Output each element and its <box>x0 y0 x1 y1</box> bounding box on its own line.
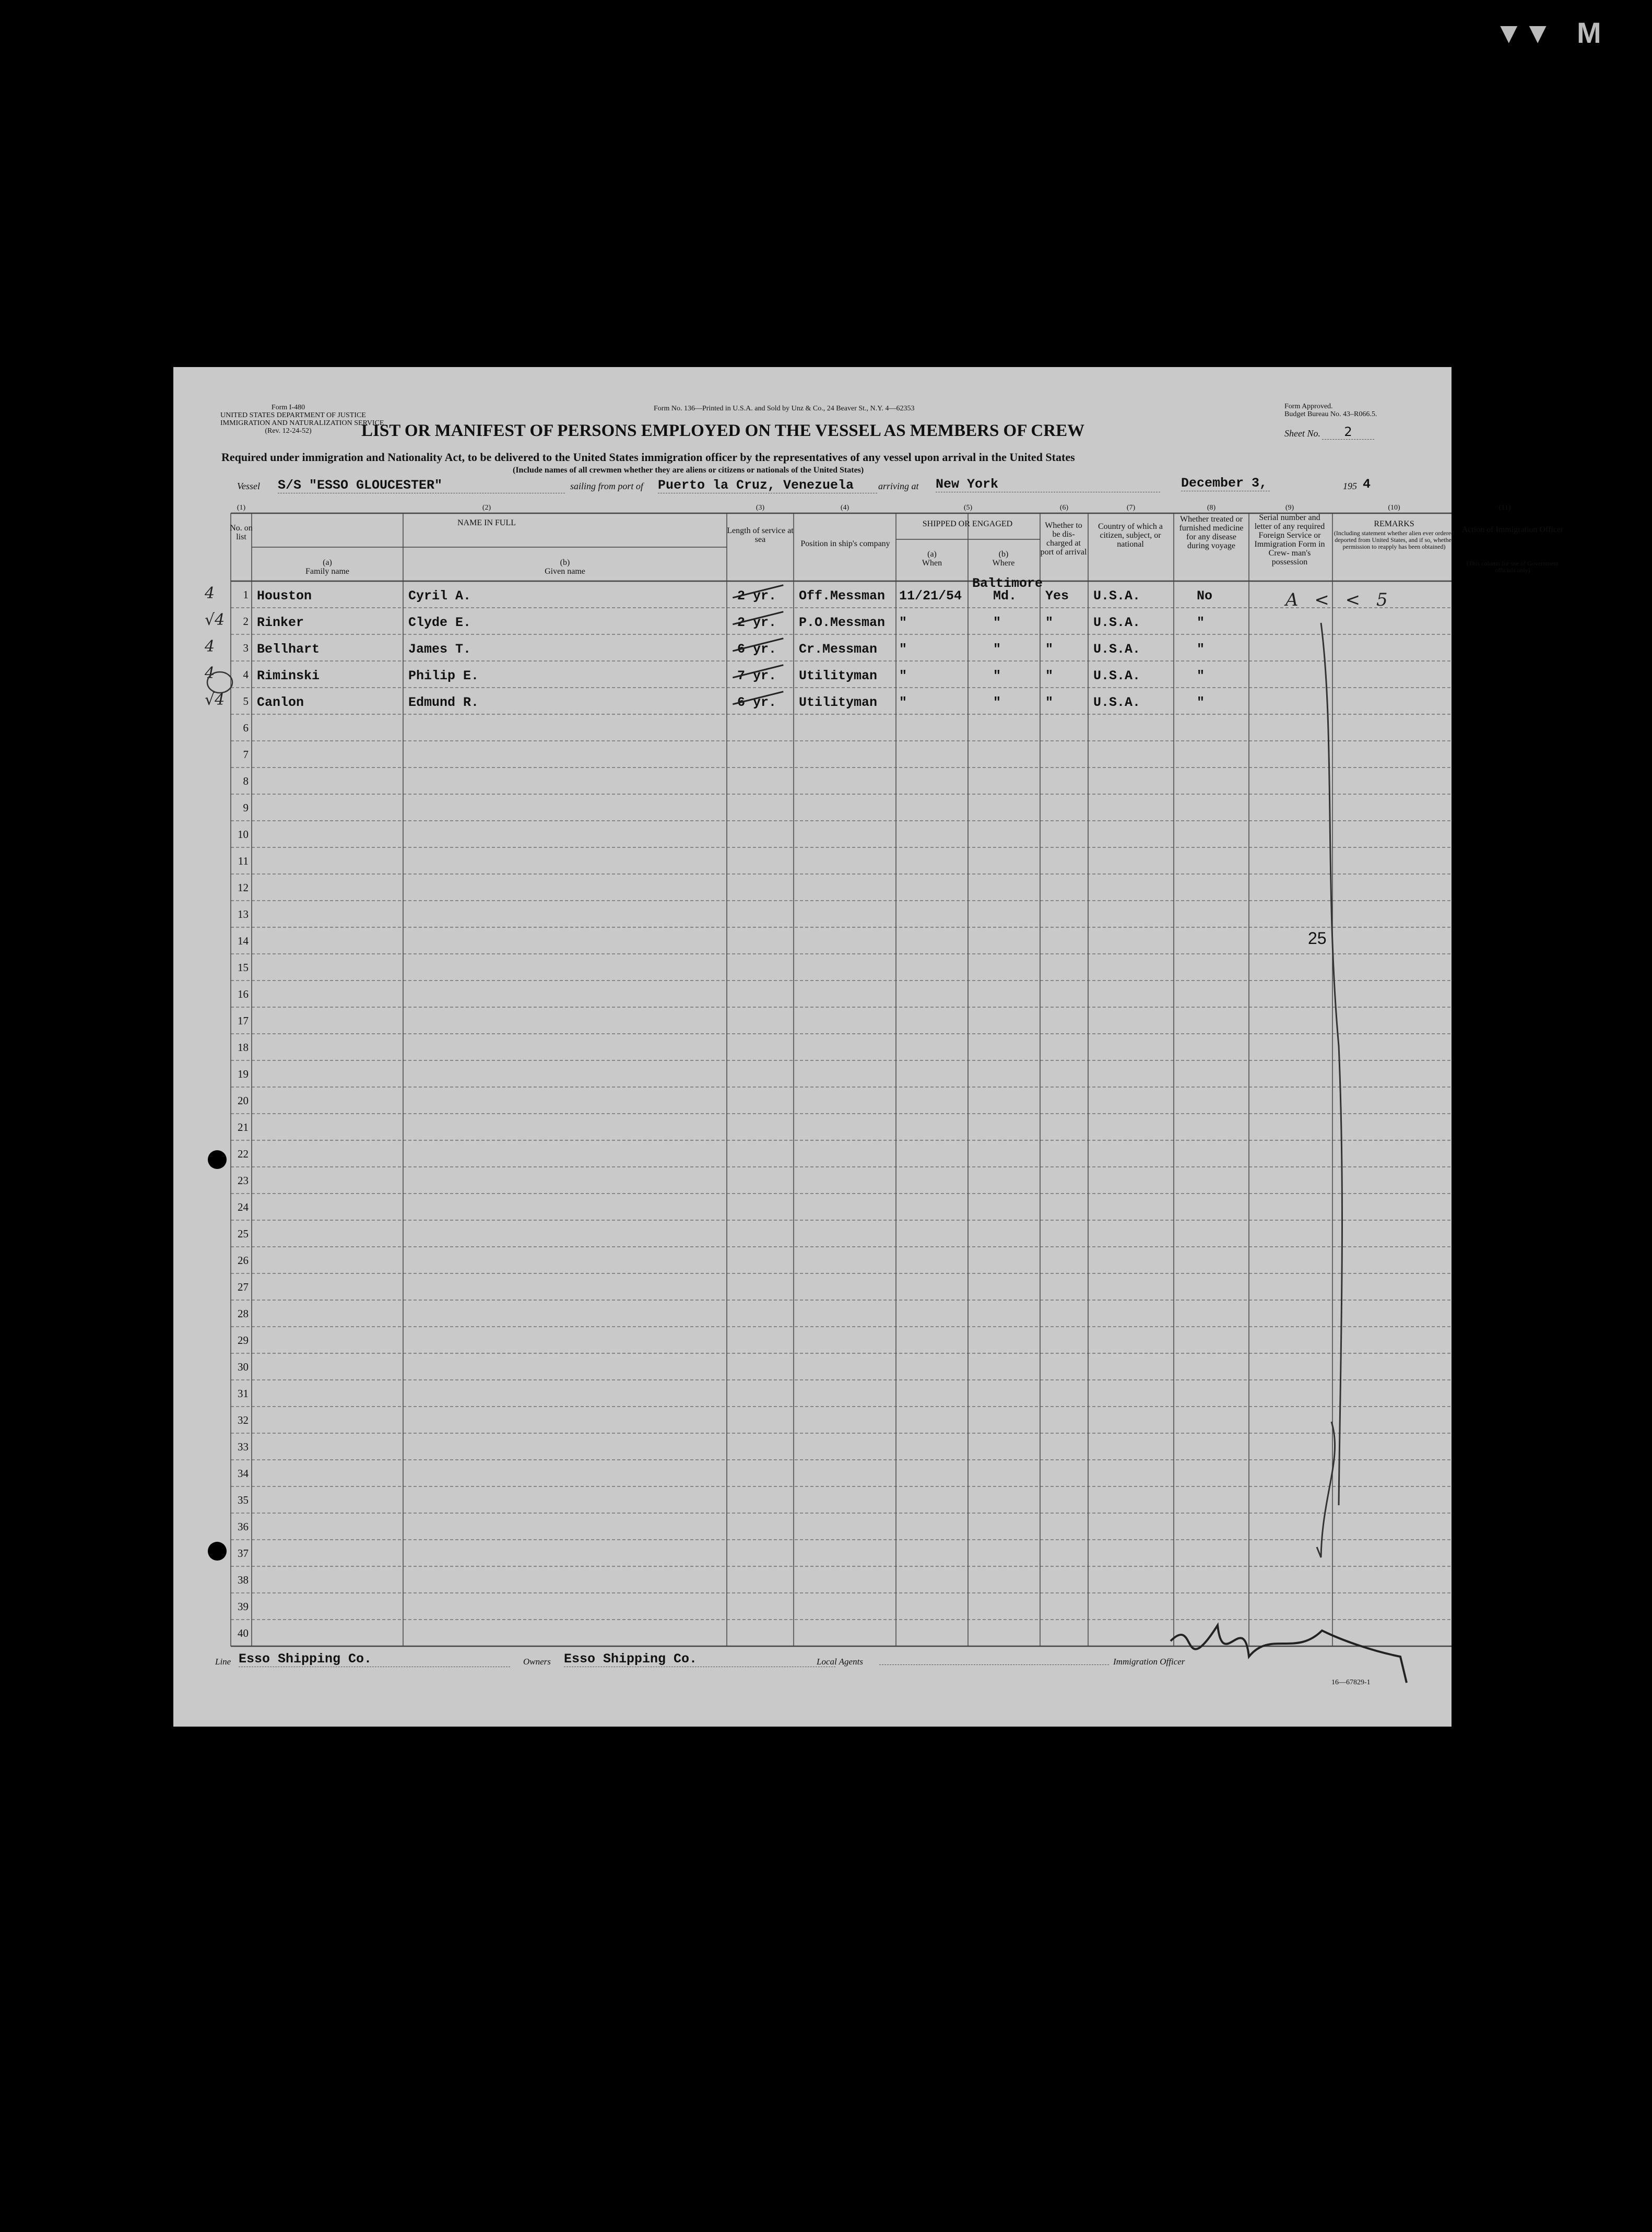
row-number: 6 <box>243 722 249 734</box>
footer-line-value: Esso Shipping Co. <box>239 1651 510 1667</box>
crew-length-of-service: 6 yr. <box>737 642 777 657</box>
header-remarks: REMARKS <box>1374 519 1414 528</box>
row-number: 35 <box>238 1494 249 1506</box>
row-number: 24 <box>238 1201 249 1213</box>
crew-check-mark: 4 <box>205 637 215 656</box>
arriving-port: New York <box>936 477 1160 492</box>
crew-position: Cr.Messman <box>799 642 878 657</box>
crew-shipped-when: " <box>899 668 907 683</box>
column-number: (6) <box>1059 504 1069 512</box>
crew-discharged: Yes <box>1045 588 1069 604</box>
crew-country: U.S.A. <box>1093 588 1141 604</box>
crew-family-name: Bellhart <box>257 642 320 657</box>
form-agency-header: Form I-480 UNITED STATES DEPARTMENT OF JUSTICE IMMIGRATION AND NATURALIZATION SERVICE (Rev. 12-24-52) <box>220 404 384 435</box>
crew-country: U.S.A. <box>1093 668 1141 683</box>
crew-check-mark: 4 <box>205 584 215 603</box>
crew-discharged: " <box>1045 668 1054 683</box>
crew-check-mark: 4 <box>205 664 215 682</box>
row-number: 3 <box>243 642 249 654</box>
footer-officer-label: Immigration Officer <box>1113 1657 1185 1667</box>
crew-position: Off.Messman <box>799 588 886 604</box>
row-number: 32 <box>238 1414 249 1426</box>
row-number: 30 <box>238 1361 249 1373</box>
crew-length-of-service: 6 yr. <box>737 695 777 710</box>
crew-discharged: " <box>1045 615 1054 630</box>
row-number: 9 <box>243 801 249 814</box>
row-number: 37 <box>238 1547 249 1560</box>
row-number: 11 <box>238 855 249 867</box>
form-title: LIST OR MANIFEST OF PERSONS EMPLOYED ON THE VESSEL AS MEMBERS OF CREW <box>361 421 1085 440</box>
action-annotation: A < < 5 <box>1285 589 1393 610</box>
column-number: (5) <box>963 504 973 512</box>
row-number: 20 <box>238 1094 249 1107</box>
row-number: 31 <box>238 1387 249 1400</box>
header-discharged: Whether to be dis- charged at port of arrival <box>1040 521 1087 557</box>
row-number: 22 <box>238 1148 249 1160</box>
footer-line-label: Line <box>215 1657 231 1667</box>
crew-length-of-service: 2 yr. <box>737 588 777 604</box>
vessel-name: S/S "ESSO GLOUCESTER" <box>278 478 565 493</box>
header-serial-number: Serial number and letter of any required Foreign Service or Immigration Form in Crew- man's possession <box>1254 513 1325 566</box>
crew-family-name: Houston <box>257 588 312 604</box>
crew-length-of-service: 2 yr. <box>737 615 777 630</box>
header-when: (a) When <box>922 550 942 568</box>
header-where: (b) Where <box>992 550 1015 568</box>
crew-country: U.S.A. <box>1093 615 1141 630</box>
row-number: 14 <box>238 935 249 947</box>
column-number: (10) <box>1388 504 1400 512</box>
row-number: 7 <box>243 748 249 761</box>
row-number: 39 <box>238 1600 249 1613</box>
row-number: 27 <box>238 1281 249 1293</box>
crew-position: Utilityman <box>799 695 878 710</box>
row-number: 2 <box>243 615 249 628</box>
footer-owners-value: Esso Shipping Co. <box>564 1651 835 1667</box>
crew-check-mark: √4 <box>205 611 225 629</box>
sheet-number-label: Sheet No. <box>1284 428 1320 439</box>
crew-given-name: Philip E. <box>408 668 479 683</box>
crew-shipped-when: " <box>899 642 907 657</box>
header-given-name: (b) Given name <box>545 558 585 576</box>
header-remarks-note: (Including statement whether alien ever ordered deported from United States, and if so, whether permission to reapply has been obtained) <box>1334 529 1455 550</box>
row-number: 34 <box>238 1467 249 1480</box>
crew-treated: " <box>1197 642 1205 657</box>
column-number: (3) <box>756 504 765 512</box>
crew-shipped-where: " <box>993 642 1001 657</box>
vessel-label: Vessel <box>237 481 260 491</box>
sailing-label: sailing from port of <box>570 481 643 491</box>
sheet-number: 2 <box>1322 424 1374 440</box>
crew-treated: " <box>1197 695 1205 710</box>
crew-position: P.O.Messman <box>799 615 886 630</box>
header-shipped-or-engaged: SHIPPED OR ENGAGED <box>922 519 1013 528</box>
column-number: (7) <box>1126 504 1136 512</box>
row-number: 12 <box>238 881 249 894</box>
row-number: 38 <box>238 1574 249 1586</box>
corner-letter-mark: M <box>1577 16 1601 49</box>
row-number: 18 <box>238 1041 249 1054</box>
column-number: (4) <box>840 504 849 512</box>
row-number: 40 <box>238 1627 249 1639</box>
row-number: 28 <box>238 1307 249 1320</box>
column-number: (2) <box>482 504 491 512</box>
crew-country: U.S.A. <box>1093 642 1141 657</box>
crew-discharged: " <box>1045 695 1054 710</box>
crew-shipped-where: Md. <box>993 588 1017 604</box>
header-family-name: (a) Family name <box>305 558 349 576</box>
crew-treated: " <box>1197 668 1205 683</box>
row-number: 25 <box>238 1227 249 1240</box>
row-number: 19 <box>238 1068 249 1080</box>
crew-family-name: Riminski <box>257 668 320 683</box>
row-number: 15 <box>238 961 249 974</box>
column-number: (9) <box>1285 504 1294 512</box>
crew-treated: No <box>1197 588 1213 604</box>
crew-family-name: Rinker <box>257 615 304 630</box>
footer-agents-line <box>879 1664 1109 1665</box>
row-number: 5 <box>243 695 249 707</box>
footer-agents-label: Local Agents <box>817 1657 863 1667</box>
row-number: 16 <box>238 988 249 1000</box>
form-approval-note: Form Approved. Budget Bureau No. 43–R066.5. <box>1284 403 1377 418</box>
header-position: Position in ship's company <box>800 539 890 548</box>
row-number: 26 <box>238 1254 249 1267</box>
crew-shipped-where: " <box>993 695 1001 710</box>
crew-shipped-when: " <box>899 615 907 630</box>
crew-treated: " <box>1197 615 1205 630</box>
crew-shipped-where: " <box>993 615 1001 630</box>
crew-family-name: Canlon <box>257 695 304 710</box>
crew-length-of-service: 7 yr. <box>737 668 777 683</box>
row-number: 17 <box>238 1014 249 1027</box>
manifest-sheet <box>173 367 1564 1727</box>
arrival-date: December 3, <box>1181 476 1270 491</box>
year-suffix: 4 <box>1363 477 1371 492</box>
year-prefix: 195 <box>1343 481 1357 491</box>
crew-discharged: " <box>1045 642 1054 657</box>
column-number: (8) <box>1207 504 1216 512</box>
include-note: (Include names of all crewmen whether they are aliens or citizens or nationals of the United States) <box>513 466 864 475</box>
crew-given-name: James T. <box>408 642 471 657</box>
header-action: Action of Immigration Officer <box>1461 525 1564 534</box>
header-treated: Whether treated or furnished medicine for any disease during voyage <box>1179 515 1244 550</box>
footer-print-code: 16—67829-1 <box>1331 1679 1371 1686</box>
column-number: (11) <box>1498 504 1511 512</box>
row-number: 4 <box>243 668 249 681</box>
column-number: (1) <box>237 504 246 512</box>
header-action-note: (This column for use of Government officials only) <box>1466 560 1559 574</box>
row-number: 13 <box>238 908 249 920</box>
corner-triangle-marks: ▼▼ <box>1494 16 1552 49</box>
row-number: 33 <box>238 1440 249 1453</box>
crew-shipped-when: 11/21/54 <box>899 588 962 604</box>
header-length-of-service: Length of service at sea <box>727 526 794 544</box>
footer-owners-label: Owners <box>523 1657 551 1667</box>
row-number: 10 <box>238 828 249 841</box>
crew-shipped-where: " <box>993 668 1001 683</box>
header-no-on-list: No. on list <box>230 524 253 541</box>
header-country: Country of which a citizen, subject, or national <box>1098 522 1163 549</box>
crew-given-name: Edmund R. <box>408 695 479 710</box>
form-subtitle: Required under immigration and Nationality Act, to be delivered to the United States immigration officer by the representatives of any vessel upon arrival in the United States <box>221 451 1075 464</box>
crew-shipped-when: " <box>899 695 907 710</box>
crew-check-mark: √4 <box>205 691 225 709</box>
handwritten-strokes <box>173 367 1452 1727</box>
row-number: 36 <box>238 1520 249 1533</box>
row-number: 29 <box>238 1334 249 1347</box>
form-printer-line: Form No. 136—Printed in U.S.A. and Sold by Unz & Co., 24 Beaver St., N.Y. 4—62353 <box>654 405 915 412</box>
row-number: 21 <box>238 1121 249 1133</box>
row-number: 1 <box>243 588 249 601</box>
crew-country: U.S.A. <box>1093 695 1141 710</box>
crew-shipped-where-city: Baltimore <box>972 576 1043 591</box>
sailing-port: Puerto la Cruz, Venezuela <box>658 478 877 493</box>
header-name-in-full: NAME IN FULL <box>457 518 516 527</box>
count-annotation: 25 <box>1308 929 1327 948</box>
crew-position: Utilityman <box>799 668 878 683</box>
crew-given-name: Cyril A. <box>408 588 471 604</box>
row-number: 8 <box>243 775 249 787</box>
crew-given-name: Clyde E. <box>408 615 471 630</box>
row-number: 23 <box>238 1174 249 1187</box>
arriving-label: arriving at <box>878 481 919 491</box>
